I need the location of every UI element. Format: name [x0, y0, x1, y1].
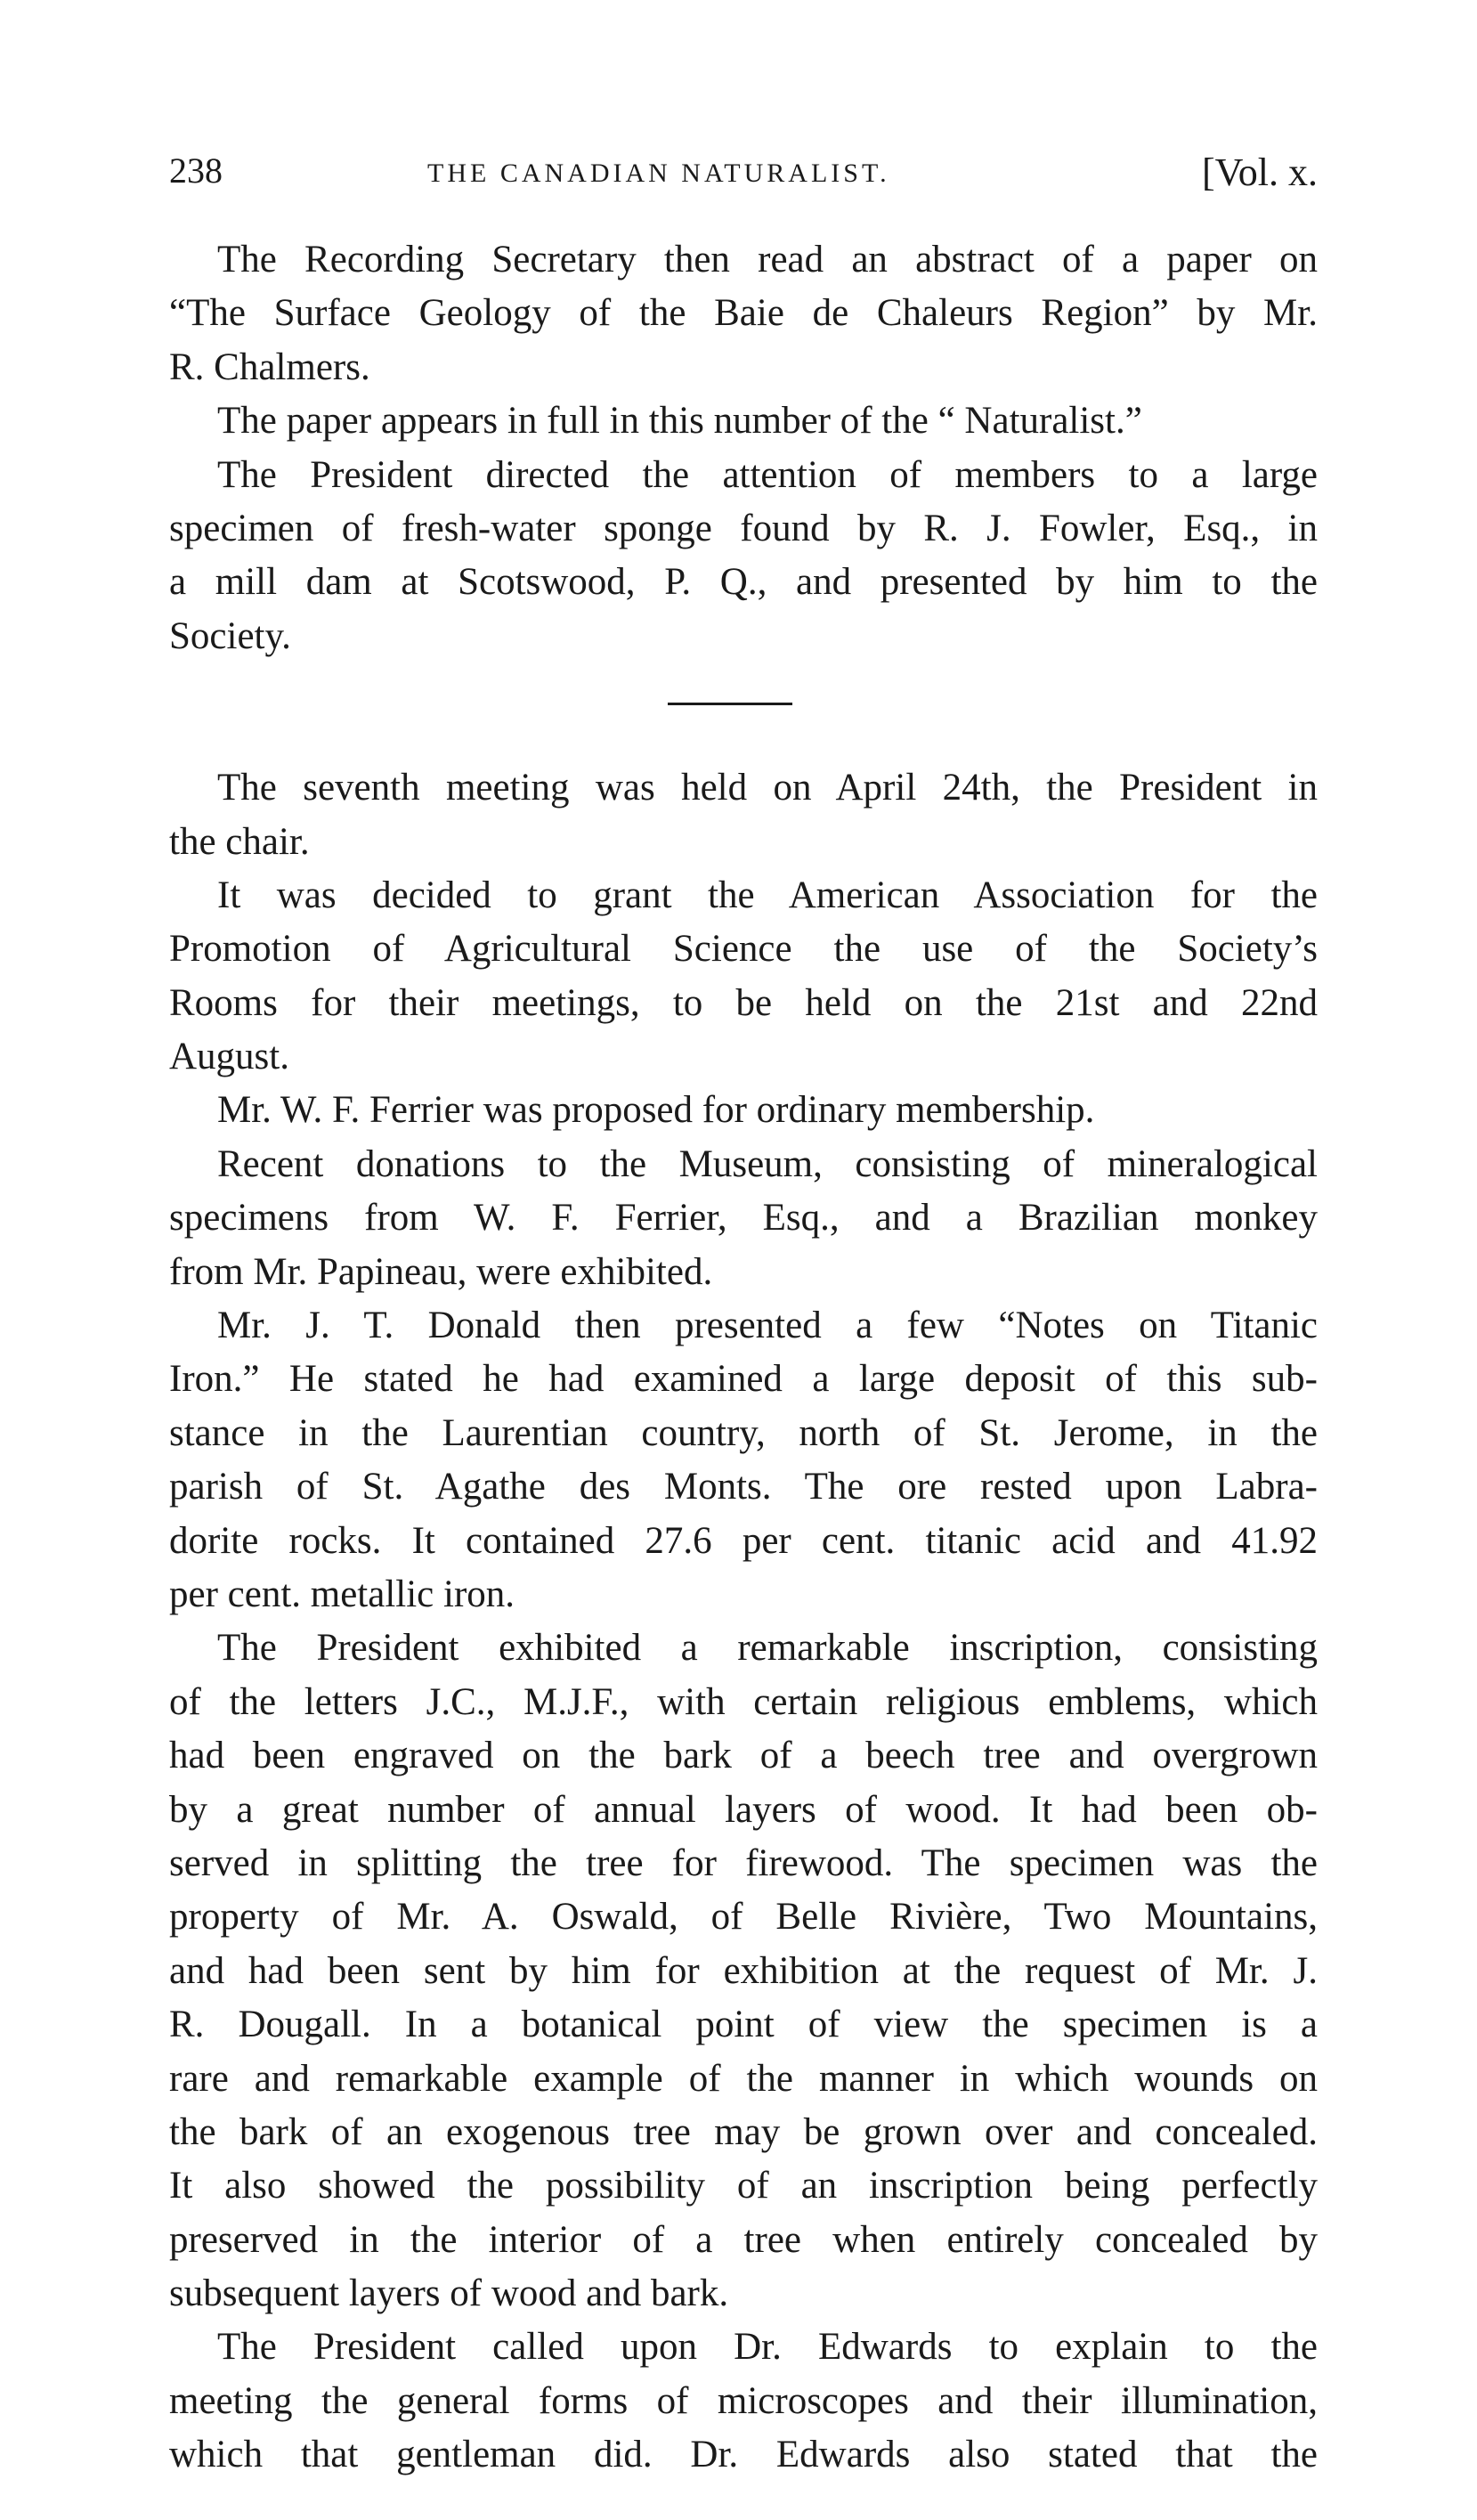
text-line: specimen of fresh-water sponge found by R. J. Fowler, Esq., in — [169, 507, 1318, 549]
text-line: Promotion of Agricultural Science the use of the Society’s — [169, 928, 1318, 971]
text-line: meeting the general forms of microscopes and their illumination, — [169, 2379, 1318, 2422]
text-line: which that gentleman did. Dr. Edwards also stated that the — [169, 2434, 1318, 2476]
text-line: The President called upon Dr. Edwards to explain to the — [217, 2326, 1318, 2369]
text-line: a mill dam at Scotswood, P. Q., and presented by him to the — [169, 561, 1318, 604]
text-line: by a great number of annual layers of wood. It had been ob- — [169, 1788, 1318, 1831]
text-line: property of Mr. A. Oswald, of Belle Rivière, Two Mountains, — [169, 1896, 1318, 1939]
text-line: It also showed the possibility of an inscription being perfectly — [169, 2165, 1318, 2207]
text-line: subsequent layers of wood and bark. — [169, 2272, 729, 2315]
text-line: and had been sent by him for exhibition at the request of Mr. J. — [169, 1949, 1318, 1992]
page-number: 238 — [169, 150, 223, 191]
text-line: from Mr. Papineau, were exhibited. — [169, 1250, 713, 1293]
text-line: The seventh meeting was held on April 24th, the President in — [217, 767, 1318, 809]
text-line: dorite rocks. It contained 27.6 per cent. titanic acid and 41.92 — [169, 1519, 1318, 1562]
section-divider — [169, 663, 1318, 761]
text-line: The paper appears in full in this number of the “ Naturalist.” — [217, 400, 1142, 443]
text-line: The Recording Secretary then read an abstract of a paper on — [217, 239, 1318, 280]
text-line: Recent donations to the Museum, consisting of mineralogical — [217, 1142, 1318, 1185]
text-line: The President directed the attention of members to a large — [217, 453, 1318, 496]
text-line: rare and remarkable example of the manner in which wounds on — [169, 2057, 1318, 2100]
text-line: stance in the Laurentian country, north of St. Jerome, in the — [169, 1411, 1318, 1454]
text-line: R. Chalmers. — [169, 345, 370, 388]
text-line: of the letters J.C., M.J.F., with certain religious emblems, which — [169, 1680, 1318, 1723]
text-line: The President exhibited a remarkable inscription, consisting — [217, 1627, 1318, 1670]
text-line: Mr. J. T. Donald then presented a few “Notes on Titanic — [217, 1305, 1318, 1347]
text-line: Mr. W. F. Ferrier was proposed for ordinary membership. — [217, 1089, 1095, 1132]
running-title: THE CANADIAN NATURALIST. — [427, 159, 890, 188]
text-line: parish of St. Agathe des Monts. The ore rested upon Labra- — [169, 1466, 1318, 1508]
text-line: served in splitting the tree for firewood. The specimen was the — [169, 1841, 1318, 1884]
volume-label: [Vol. x. — [1202, 150, 1318, 194]
text-line: R. Dougall. In a botanical point of view the specimen is a — [169, 2004, 1318, 2046]
text-line: August. — [169, 1036, 289, 1078]
text-line: “The Surface Geology of the Baie de Chaleurs Region” by Mr. — [169, 292, 1318, 335]
running-header — [169, 150, 1318, 203]
body-text — [169, 233, 1318, 2483]
text-line: Society. — [169, 614, 291, 657]
text-line: the chair. — [169, 820, 310, 863]
text-line: had been engraved on the bark of a beech tree and overgrown — [169, 1735, 1318, 1777]
text-line: the bark of an exogenous tree may be grown over and concealed. — [169, 2110, 1318, 2153]
text-line: Iron.” He stated he had examined a large deposit of this sub- — [169, 1358, 1318, 1401]
divider-rule — [668, 703, 792, 705]
text-line: Rooms for their meetings, to be held on the 21st and 22nd — [169, 981, 1318, 1024]
text-line: It was decided to grant the American Association for the — [217, 874, 1318, 916]
text-line: specimens from W. F. Ferrier, Esq., and a Brazilian monkey — [169, 1197, 1318, 1240]
text-line: per cent. metallic iron. — [169, 1573, 515, 1615]
text-line: preserved in the interior of a tree when entirely concealed by — [169, 2218, 1318, 2261]
